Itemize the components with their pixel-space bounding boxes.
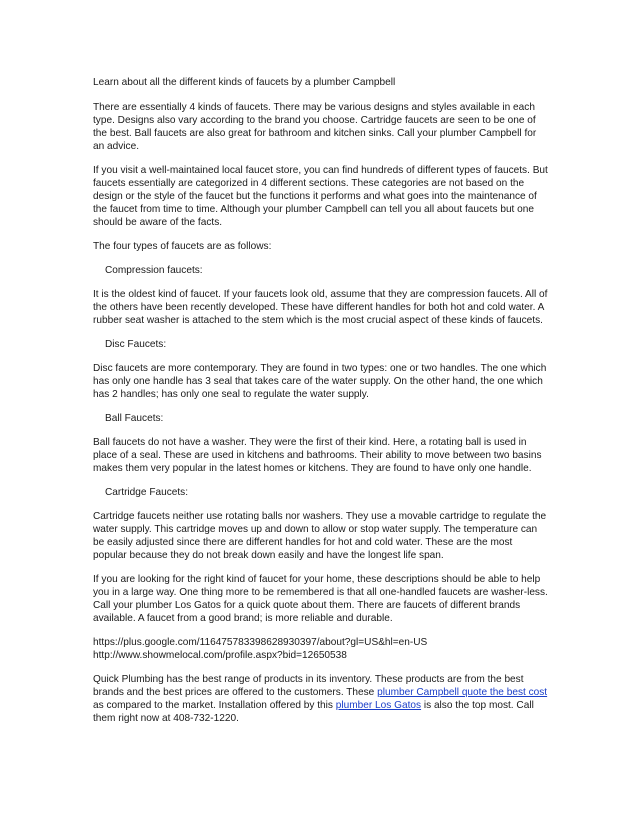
promo-text-2: as compared to the market. Installation offered by this — [93, 700, 336, 712]
section-body-cartridge: Cartridge faucets neither use rotating balls nor washers. They use a movable cartridge to regulate the water supply. This cartridge moves up and down to allow or stop water supply. The temperature can be easily adjusted since there are different handles for hot and cold water. These are the most popular because they do not break down easily and have the longest life span. — [93, 510, 547, 562]
types-intro: The four types of faucets are as follows: — [93, 241, 272, 253]
plumber-campbell-link[interactable]: plumber Campbell quote the best cost — [377, 687, 548, 699]
promo-text-3: is also the top most. Call them right now at 408-732-1220. — [93, 700, 534, 725]
document-title: Learn about all the different kinds of faucets by a plumber Campbell — [93, 77, 396, 88]
store-paragraph: If you visit a well-maintained local faucet store, you can find hundreds of different types of faucets. But faucets essentially are categorized in 4 different sections. These categories are not based on the design or the style of the faucet but the functions it performs and what goes into the maintenance of the faucet from time to time. Although your plumber Campbell can tell you all about faucets but one should be aware of the facts. — [93, 165, 548, 229]
section-body-compression: It is the oldest kind of faucet. If your faucets look old, assume that they are compression faucets. All of the others have been recently developed. These have different handles for both hot and cold water. A rubber seat washer is attached to the stem which is the most crucial aspect of these kinds of faucets. — [93, 288, 548, 327]
google-plus-url: https://plus.google.com/116475783398628930397/about?gl=US&hl=en-US — [93, 636, 428, 648]
section-body-disc: Disc faucets are more contemporary. They are found in two types: one or two handles. The one which has only one handle has 3 seal that takes care of the water supply. On the other hand, the one which has 2 handles; has only one seal to regulate the water supply. — [93, 362, 547, 401]
section-heading-compression: Compression faucets: — [105, 264, 203, 276]
intro-paragraph: There are essentially 4 kinds of faucets. There may be various designs and styles available in each type. Designs also vary according to the brand you choose. Cartridge faucets are seen to be one of the best. Ball faucets are also great for bathroom and kitchen sinks. Call your plumber Campbell for an advice. — [93, 102, 537, 153]
url-list — [93, 636, 548, 662]
showmelocal-url: http://www.showmelocal.com/profile.aspx?bid=12650538 — [93, 649, 347, 661]
section-heading-ball: Ball Faucets: — [105, 412, 164, 424]
plumber-los-gatos-link[interactable]: plumber Los Gatos — [335, 700, 422, 712]
section-heading-disc: Disc Faucets: — [105, 338, 167, 350]
closing-paragraph: If you are looking for the right kind of faucet for your home, these descriptions should be able to help you in a large way. One thing more to be remembered is that all one-handled faucets are washer-less. Call your plumber Los Gatos for a quick quote about them. There are faucets of different brands available. A faucet from a good brand; is more reliable and durable. — [93, 573, 548, 625]
document-body — [93, 76, 548, 736]
section-body-ball: Ball faucets do not have a washer. They were the first of their kind. Here, a rotating ball is used in place of a seal. These are used in kitchens and bathrooms. Their ability to move between two basins makes them very popular in the latest homes or kitchens. They are found to have only one handle. — [93, 436, 542, 475]
promo-text-1: Quick Plumbing has the best range of products in its inventory. These products are from the best brands and the best prices are offered to the customers. These — [93, 673, 524, 699]
section-heading-cartridge: Cartridge Faucets: — [105, 486, 189, 498]
promo-paragraph — [93, 673, 548, 725]
